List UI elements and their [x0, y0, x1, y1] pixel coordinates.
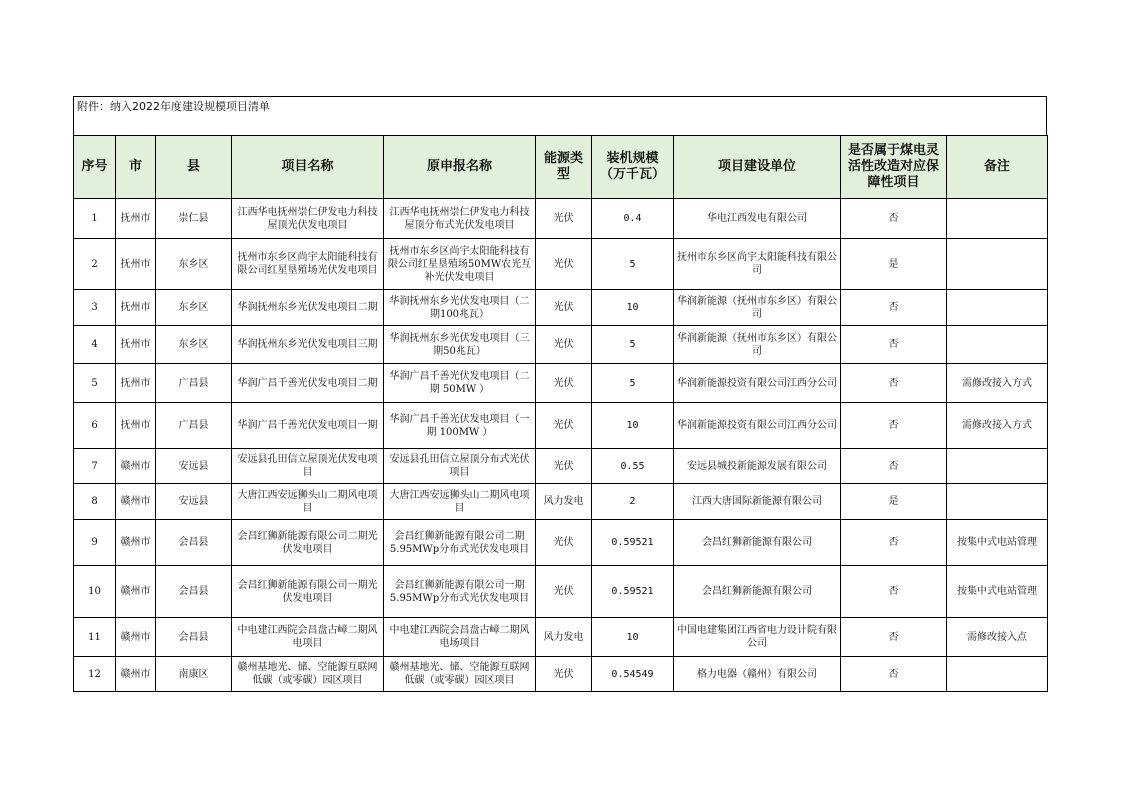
- cell-no: 4: [74, 326, 116, 364]
- cell-coal-flex: 否: [841, 290, 947, 326]
- cell-coal-flex: 否: [841, 364, 947, 403]
- cell-note: 需修改接入点: [947, 618, 1048, 657]
- cell-unit: 华润新能源（抚州市东乡区）有限公司: [674, 290, 841, 326]
- table-row: [74, 657, 1048, 692]
- cell-coal-flex: 否: [841, 520, 947, 566]
- table-row: [74, 290, 1048, 326]
- table-row: [74, 449, 1048, 484]
- col-header-energy-type: 能源类型: [536, 136, 592, 199]
- spreadsheet: [73, 96, 1047, 692]
- cell-unit: 华润新能源投资有限公司江西分公司: [674, 364, 841, 403]
- cell-city: 赣州市: [116, 449, 156, 484]
- cell-no: 6: [74, 403, 116, 449]
- cell-coal-flex: 否: [841, 403, 947, 449]
- cell-capacity: 0.54549: [592, 657, 674, 692]
- project-table: [73, 135, 1048, 692]
- cell-unit: 华润新能源投资有限公司江西分公司: [674, 403, 841, 449]
- cell-coal-flex: 否: [841, 657, 947, 692]
- cell-energy-type: 光伏: [536, 239, 592, 290]
- cell-city: 抚州市: [116, 326, 156, 364]
- cell-note: 按集中式电站管理: [947, 566, 1048, 618]
- cell-coal-flex: 否: [841, 449, 947, 484]
- cell-energy-type: 光伏: [536, 449, 592, 484]
- cell-no: 9: [74, 520, 116, 566]
- cell-energy-type: 光伏: [536, 326, 592, 364]
- cell-capacity: 10: [592, 403, 674, 449]
- cell-energy-type: 光伏: [536, 199, 592, 239]
- cell-county: 东乡区: [156, 239, 232, 290]
- cell-project: 安远县孔田信立屋顶光伏发电项目: [232, 449, 384, 484]
- cell-original-name: 江西华电抚州崇仁伊发电力科技屋顶分布式光伏发电项目: [384, 199, 536, 239]
- cell-note: [947, 657, 1048, 692]
- cell-capacity: 0.4: [592, 199, 674, 239]
- header-row: [74, 136, 1048, 199]
- cell-city: 赣州市: [116, 520, 156, 566]
- cell-capacity: 5: [592, 326, 674, 364]
- table-row: [74, 566, 1048, 618]
- cell-capacity: 10: [592, 290, 674, 326]
- cell-capacity: 0.55: [592, 449, 674, 484]
- cell-county: 崇仁县: [156, 199, 232, 239]
- cell-note: [947, 239, 1048, 290]
- cell-project: 会昌红狮新能源有限公司二期光伏发电项目: [232, 520, 384, 566]
- cell-coal-flex: 否: [841, 199, 947, 239]
- cell-original-name: 华润抚州东乡光伏发电项目（二期100兆瓦）: [384, 290, 536, 326]
- table-row: [74, 364, 1048, 403]
- cell-coal-flex: 是: [841, 484, 947, 520]
- col-header-unit: 项目建设单位: [674, 136, 841, 199]
- cell-project: 会昌红狮新能源有限公司一期光伏发电项目: [232, 566, 384, 618]
- cell-no: 5: [74, 364, 116, 403]
- table-row: [74, 326, 1048, 364]
- cell-county: 南康区: [156, 657, 232, 692]
- cell-coal-flex: 否: [841, 326, 947, 364]
- cell-project: 抚州市东乡区尚宇太阳能科技有限公司红星垦殖场光伏发电项目: [232, 239, 384, 290]
- cell-unit: 中国电建集团江西省电力设计院有限公司: [674, 618, 841, 657]
- cell-no: 8: [74, 484, 116, 520]
- col-header-original-name: 原申报名称: [384, 136, 536, 199]
- cell-unit: 安远县城投新能源发展有限公司: [674, 449, 841, 484]
- cell-county: 广昌县: [156, 364, 232, 403]
- cell-county: 安远县: [156, 484, 232, 520]
- cell-city: 赣州市: [116, 657, 156, 692]
- cell-county: 会昌县: [156, 618, 232, 657]
- cell-note: 需修改接入方式: [947, 364, 1048, 403]
- cell-energy-type: 风力发电: [536, 618, 592, 657]
- cell-county: 安远县: [156, 449, 232, 484]
- cell-note: 按集中式电站管理: [947, 520, 1048, 566]
- cell-original-name: 会昌红狮新能源有限公司二期5.95MWp分布式光伏发电项目: [384, 520, 536, 566]
- cell-unit: 华润新能源（抚州市东乡区）有限公司: [674, 326, 841, 364]
- cell-no: 1: [74, 199, 116, 239]
- cell-unit: 会昌红狮新能源有限公司: [674, 520, 841, 566]
- cell-project: 华润抚州东乡光伏发电项目二期: [232, 290, 384, 326]
- cell-original-name: 华润广昌千善光伏发电项目（一期 100MW ）: [384, 403, 536, 449]
- table-row: [74, 199, 1048, 239]
- cell-unit: 格力电器（赣州）有限公司: [674, 657, 841, 692]
- cell-coal-flex: 否: [841, 566, 947, 618]
- cell-no: 11: [74, 618, 116, 657]
- cell-capacity: 10: [592, 618, 674, 657]
- cell-energy-type: 光伏: [536, 403, 592, 449]
- cell-energy-type: 光伏: [536, 566, 592, 618]
- cell-city: 抚州市: [116, 364, 156, 403]
- cell-capacity: 5: [592, 239, 674, 290]
- col-header-project: 项目名称: [232, 136, 384, 199]
- cell-city: 赣州市: [116, 618, 156, 657]
- table-row: [74, 403, 1048, 449]
- cell-coal-flex: 是: [841, 239, 947, 290]
- cell-no: 2: [74, 239, 116, 290]
- table-row: [74, 618, 1048, 657]
- cell-original-name: 中电建江西院会昌盘古嶂二期风电场项目: [384, 618, 536, 657]
- cell-energy-type: 风力发电: [536, 484, 592, 520]
- cell-capacity: 5: [592, 364, 674, 403]
- cell-county: 会昌县: [156, 520, 232, 566]
- table-row: [74, 484, 1048, 520]
- cell-project: 华润广昌千善光伏发电项目二期: [232, 364, 384, 403]
- cell-county: 广昌县: [156, 403, 232, 449]
- cell-county: 东乡区: [156, 326, 232, 364]
- cell-no: 10: [74, 566, 116, 618]
- cell-project: 赣州基地光、储、空能源互联网低碳（或零碳）园区项目: [232, 657, 384, 692]
- cell-original-name: 抚州市东乡区尚宇太阳能科技有限公司红星垦殖场50MW农光互补光伏发电项目: [384, 239, 536, 290]
- cell-city: 赣州市: [116, 566, 156, 618]
- cell-unit: 华电江西发电有限公司: [674, 199, 841, 239]
- cell-unit: 会昌红狮新能源有限公司: [674, 566, 841, 618]
- cell-original-name: 会昌红狮新能源有限公司一期5.95MWp分布式光伏发电项目: [384, 566, 536, 618]
- cell-capacity: 2: [592, 484, 674, 520]
- cell-note: [947, 290, 1048, 326]
- cell-original-name: 安远县孔田信立屋顶分布式光伏项目: [384, 449, 536, 484]
- cell-unit: 抚州市东乡区尚宇太阳能科技有限公司: [674, 239, 841, 290]
- cell-no: 7: [74, 449, 116, 484]
- cell-energy-type: 光伏: [536, 364, 592, 403]
- cell-energy-type: 光伏: [536, 290, 592, 326]
- cell-no: 12: [74, 657, 116, 692]
- col-header-capacity: 装机规模（万千瓦）: [592, 136, 674, 199]
- cell-city: 抚州市: [116, 290, 156, 326]
- col-header-note: 备注: [947, 136, 1048, 199]
- cell-energy-type: 光伏: [536, 520, 592, 566]
- cell-original-name: 赣州基地光、储、空能源互联网低碳（或零碳）园区项目: [384, 657, 536, 692]
- cell-energy-type: 光伏: [536, 657, 592, 692]
- cell-original-name: 华润广昌千善光伏发电项目（二期 50MW ）: [384, 364, 536, 403]
- cell-coal-flex: 否: [841, 618, 947, 657]
- col-header-coal-flex: 是否属于煤电灵活性改造对应保障性项目: [841, 136, 947, 199]
- cell-city: 抚州市: [116, 239, 156, 290]
- cell-project: 中电建江西院会昌盘古嶂二期风电项目: [232, 618, 384, 657]
- cell-project: 华润抚州东乡光伏发电项目三期: [232, 326, 384, 364]
- cell-project: 大唐江西安远狮头山二期风电项目: [232, 484, 384, 520]
- cell-note: [947, 326, 1048, 364]
- cell-original-name: 华润抚州东乡光伏发电项目（三期50兆瓦）: [384, 326, 536, 364]
- sheet-title: 附件：纳入2022年度建设规模项目清单: [73, 96, 1047, 135]
- cell-capacity: 0.59521: [592, 520, 674, 566]
- cell-city: 抚州市: [116, 403, 156, 449]
- cell-city: 赣州市: [116, 484, 156, 520]
- cell-no: 3: [74, 290, 116, 326]
- col-header-city: 市: [116, 136, 156, 199]
- cell-capacity: 0.59521: [592, 566, 674, 618]
- cell-city: 抚州市: [116, 199, 156, 239]
- cell-unit: 江西大唐国际新能源有限公司: [674, 484, 841, 520]
- col-header-no: 序号: [74, 136, 116, 199]
- cell-original-name: 大唐江西安远狮头山二期风电项目: [384, 484, 536, 520]
- cell-note: [947, 199, 1048, 239]
- col-header-county: 县: [156, 136, 232, 199]
- cell-county: 东乡区: [156, 290, 232, 326]
- cell-note: [947, 484, 1048, 520]
- table-row: [74, 520, 1048, 566]
- cell-project: 华润广昌千善光伏发电项目一期: [232, 403, 384, 449]
- cell-project: 江西华电抚州崇仁伊发电力科技屋顶光伏发电项目: [232, 199, 384, 239]
- table-row: [74, 239, 1048, 290]
- cell-note: 需修改接入方式: [947, 403, 1048, 449]
- cell-note: [947, 449, 1048, 484]
- cell-county: 会昌县: [156, 566, 232, 618]
